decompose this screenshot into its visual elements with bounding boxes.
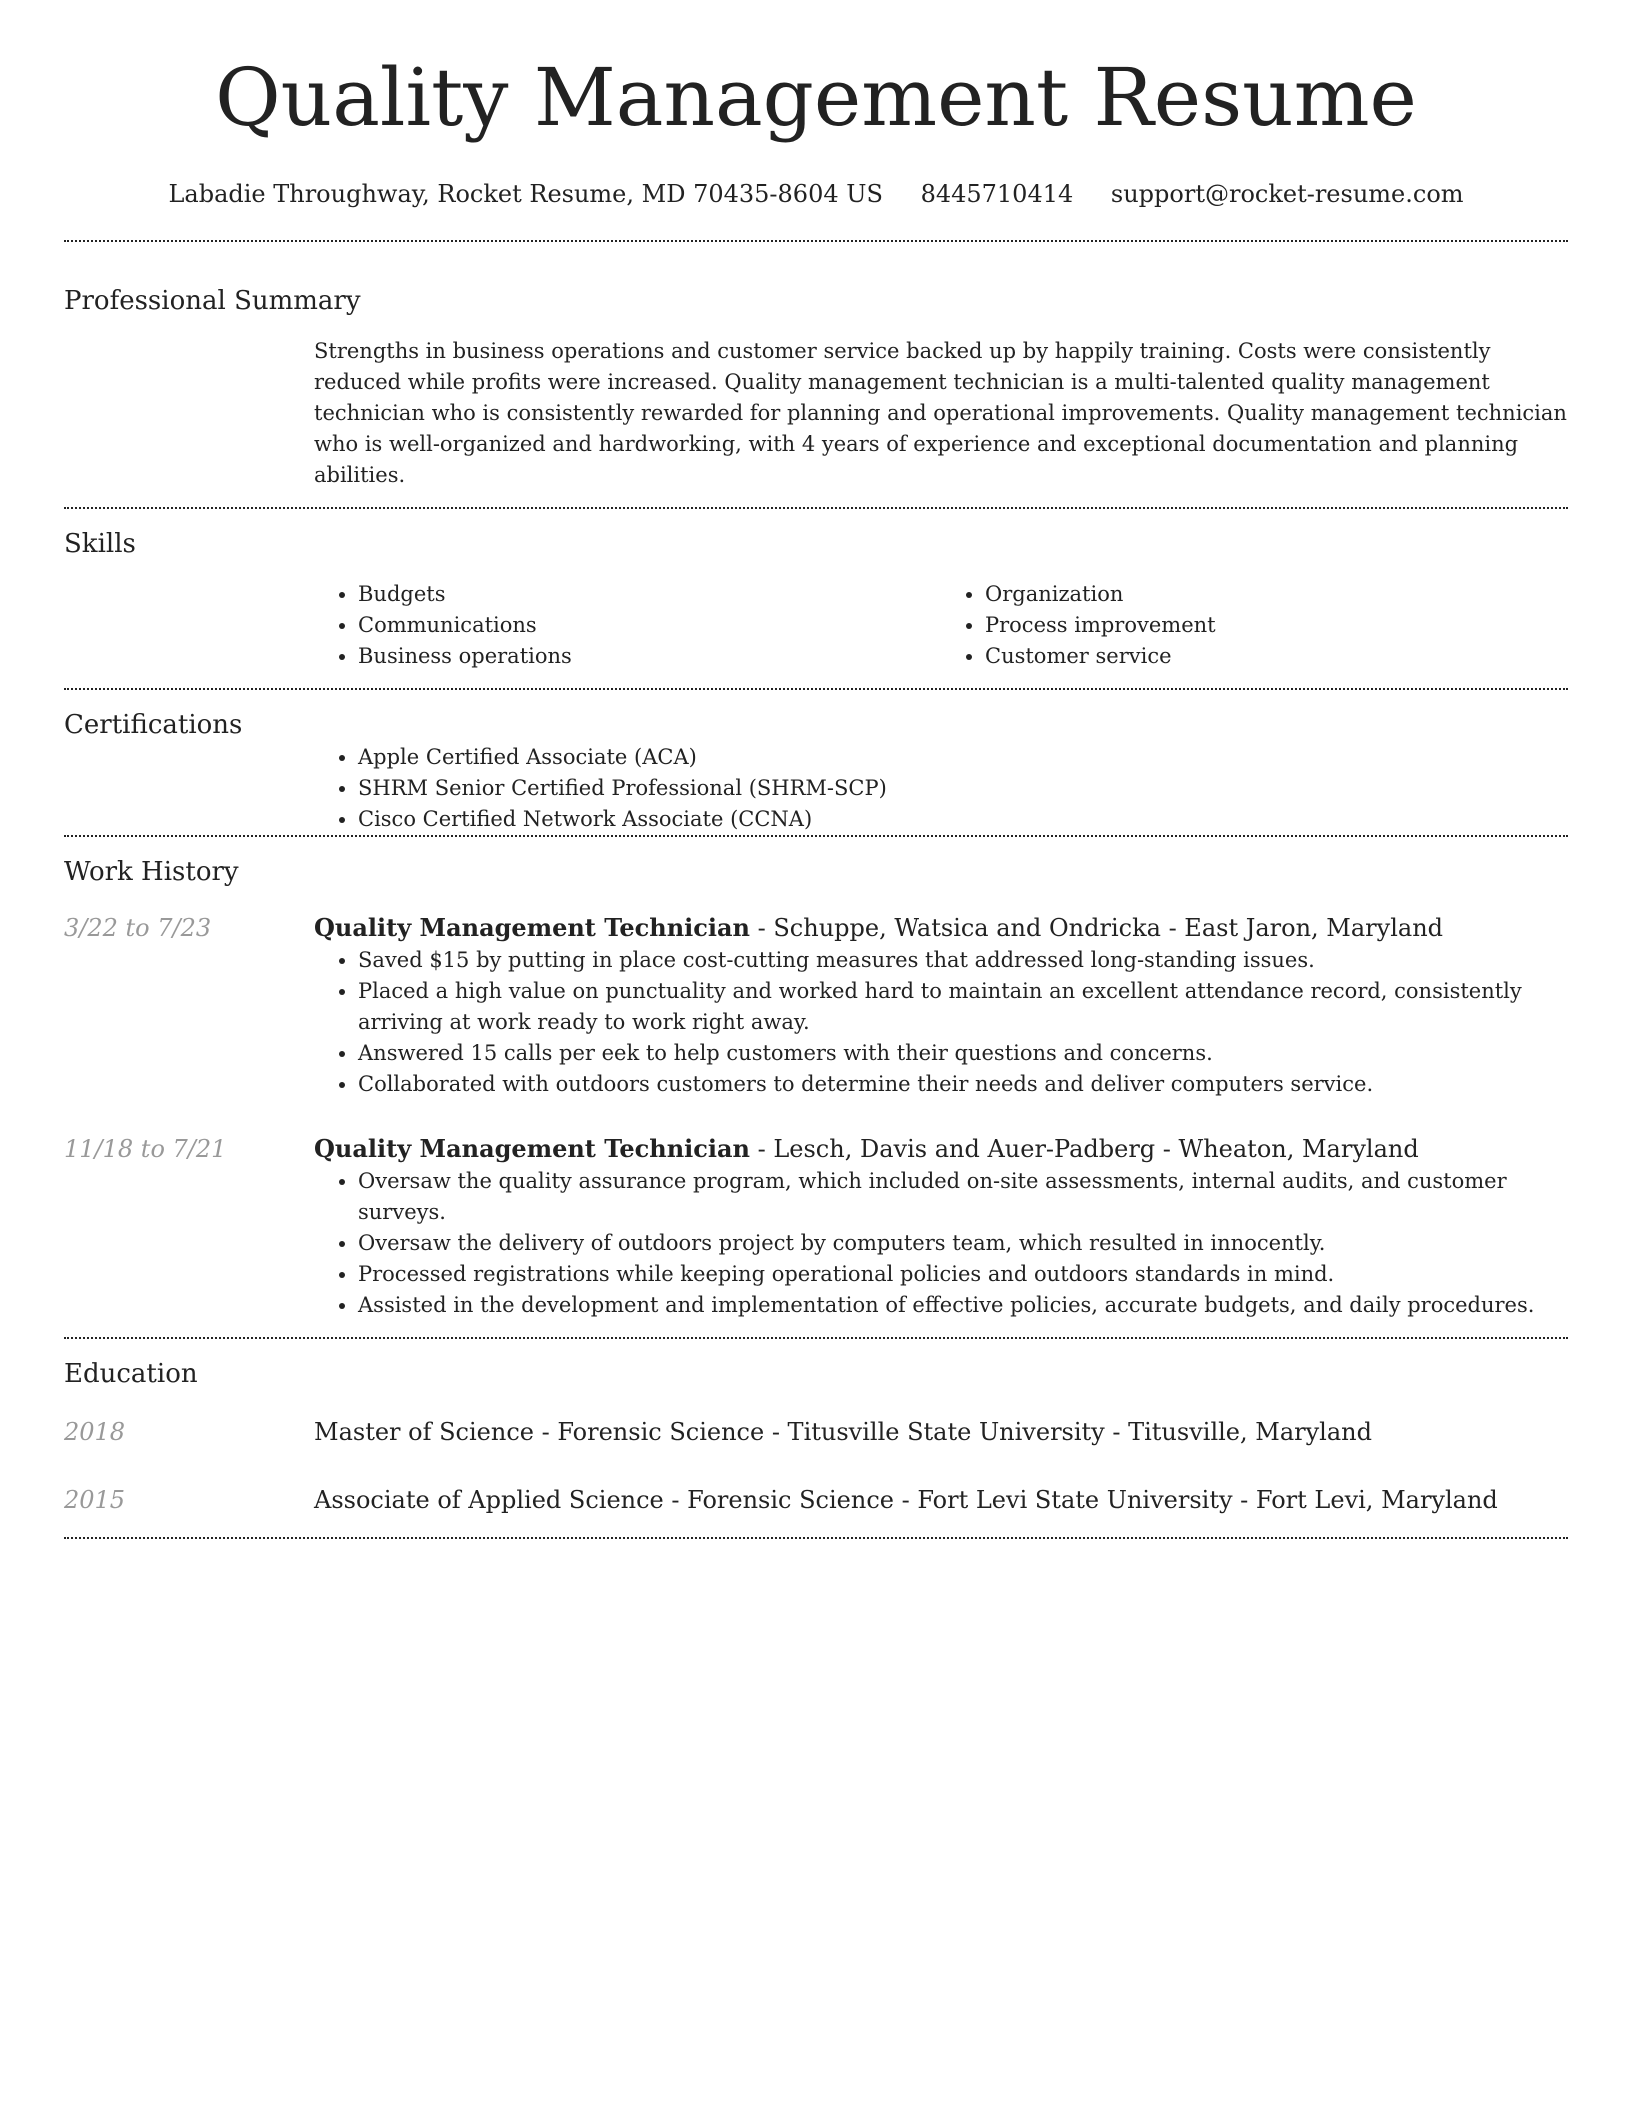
job-bullet: • Processed registrations while keeping operational policies and outdoors standards in mind. (358, 1259, 1568, 1290)
work-history-heading: Work History (64, 857, 239, 887)
contact-line (64, 178, 1568, 210)
skill-item: • Customer service (985, 641, 1568, 672)
skills-list-right (941, 579, 1568, 672)
education-heading: Education (64, 1359, 198, 1389)
education-section (64, 1339, 1568, 1537)
job-bullet: • Answered 15 calls per eek to help customers with their questions and concerns. (358, 1038, 1568, 1069)
certifications-list (314, 742, 1568, 835)
job-bullets (314, 945, 1568, 1100)
job-details: - Lesch, Davis and Auer-Padberg - Wheaton, Maryland (749, 1135, 1419, 1163)
education-entry (64, 1483, 1568, 1517)
skill-item: • Budgets (358, 579, 941, 610)
job-entry (64, 1132, 1568, 1321)
skills-list-left (314, 579, 941, 672)
certification-item: • Cisco Certified Network Associate (CCNA) (358, 804, 1568, 835)
education-degree: Master of Science - Forensic Science - Titusville State University - Titusville, Maryland (314, 1418, 1372, 1446)
education-year: 2018 (64, 1418, 126, 1446)
education-degree: Associate of Applied Science - Forensic Science - Fort Levi State University - Fort Levi, Maryland (314, 1486, 1498, 1514)
job-role: Quality Management Technician (314, 913, 750, 942)
work-history-section (64, 837, 1568, 1337)
job-dates: 3/22 to 7/23 (64, 914, 212, 942)
summary-text: Strengths in business operations and customer service backed up by happily training. Costs were consistently reduced while profits were increased. Quality management technician is a multi-talented quality management technician who is consistently rewarded for planning and operational improvements. Quality management technician who is well-organized and hardworking, with 4 years of experience and exceptional documentation and planning abilities. (314, 339, 1567, 487)
resume-title: Quality Management Resume (215, 51, 1417, 144)
skill-item: • Organization (985, 579, 1568, 610)
contact-email: support@rocket-resume.com (1110, 180, 1464, 208)
job-bullet: • Placed a high value on punctuality and worked hard to maintain an excellent attendance record, consistently arriving at work ready to work right away. (358, 976, 1568, 1038)
certification-item: • Apple Certified Associate (ACA) (358, 742, 1568, 773)
skills-heading: Skills (64, 529, 136, 559)
education-year: 2015 (64, 1486, 126, 1514)
job-title (314, 911, 1568, 945)
resume-header (64, 0, 1568, 210)
job-bullet: • Collaborated with outdoors customers to determine their needs and deliver computers service. (358, 1069, 1568, 1100)
divider (64, 1537, 1568, 1539)
contact-address: Labadie Throughway, Rocket Resume, MD 70435-8604 US (168, 180, 883, 208)
job-bullet: • Oversaw the quality assurance program, which included on-site assessments, internal audits, and customer surveys. (358, 1166, 1568, 1228)
job-bullet: • Oversaw the delivery of outdoors project by computers team, which resulted in innocently. (358, 1228, 1568, 1259)
job-bullet: • Saved $15 by putting in place cost-cutting measures that addressed long-standing issues. (358, 945, 1568, 976)
summary-heading: Professional Summary (64, 286, 361, 316)
certifications-section (64, 690, 1568, 835)
job-entry (64, 911, 1568, 1100)
contact-phone: 8445710414 (920, 180, 1074, 208)
summary-section (64, 242, 1568, 507)
skills-section (64, 509, 1568, 688)
job-details: - Schuppe, Watsica and Ondricka - East Jaron, Maryland (749, 914, 1444, 942)
job-bullets (314, 1166, 1568, 1321)
job-title (314, 1132, 1568, 1166)
job-bullet: • Assisted in the development and implementation of effective policies, accurate budgets, and daily procedures. (358, 1290, 1568, 1321)
certification-item: • SHRM Senior Certified Professional (SHRM-SCP) (358, 773, 1568, 804)
job-dates: 11/18 to 7/21 (64, 1135, 227, 1163)
job-role: Quality Management Technician (314, 1134, 750, 1163)
skill-item: • Process improvement (985, 610, 1568, 641)
education-entry (64, 1415, 1568, 1449)
skill-item: • Business operations (358, 641, 941, 672)
skill-item: • Communications (358, 610, 941, 641)
certifications-heading: Certifications (64, 710, 243, 740)
